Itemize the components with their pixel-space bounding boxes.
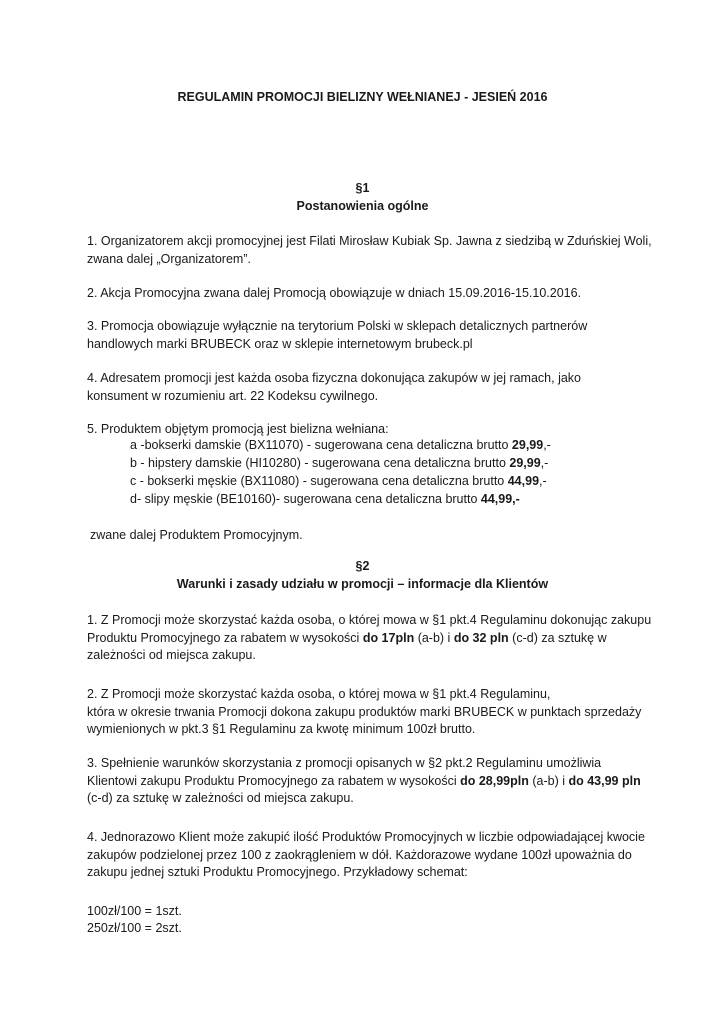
- product-item-b: b - hipstery damskie (HI10280) - sugerowana cena detaliczna brutto 29,99,-: [130, 456, 549, 470]
- section1-number: §1: [355, 181, 370, 195]
- section2-paragraph-4: [87, 829, 657, 882]
- text-line: 3. Promocja obowiązuje wyłącznie na terytorium Polski w sklepach detalicznych partnerów: [87, 319, 588, 333]
- section1-paragraph-4: [87, 370, 657, 405]
- text-line: 1. Organizatorem akcji promocyjnej jest Filati Mirosław Kubiak Sp. Jawna z siedzibą w Zduńskiej Woli,: [87, 234, 652, 248]
- text-line: 4. Adresatem promocji jest każda osoba fizyczna dokonująca zakupów w jej ramach, jako: [87, 371, 582, 385]
- text-line: Klientowi zakupu Produktu Promocyjnego za rabatem w wysokości do 28,99pln (a-b) i do 43,99 pln: [87, 773, 641, 788]
- section2-number: §2: [355, 559, 370, 573]
- text-line: (c-d) za sztukę w zależności od miejsca zakupu.: [87, 791, 354, 805]
- section2-example-1: 100zł/100 = 1szt.: [87, 904, 182, 918]
- text-line: 1. Z Promocji może skorzystać każda osoba, o której mowa w §1 pkt.4 Regulaminu dokonując zakupu: [87, 613, 652, 627]
- text-line: 2. Z Promocji może skorzystać każda osoba, o której mowa w §1 pkt.4 Regulaminu,: [87, 687, 551, 701]
- section1-paragraph-3: [87, 318, 657, 353]
- section1-closing: zwane dalej Produktem Promocyjnym.: [90, 528, 303, 542]
- section2-paragraph-3: [87, 755, 657, 808]
- text-line: która w okresie trwania Promocji dokona zakupu produktów marki BRUBECK w punktach sprzedaży: [87, 704, 642, 719]
- section1-heading: Postanowienia ogólne: [296, 199, 429, 213]
- section1-paragraph-5: 5. Produktem objętym promocją jest bielizna wełniana:: [87, 422, 389, 436]
- product-item-c: c - bokserki męskie (BX11080) - sugerowana cena detaliczna brutto 44,99,-: [130, 474, 547, 488]
- text-line: zakupów podzielonej przez 100 z zaokrągleniem w dół. Każdorazowe wydane 100zł upoważnia do: [87, 847, 632, 862]
- section2-paragraph-1: [87, 612, 657, 665]
- section2-paragraph-2: [87, 686, 657, 739]
- text-line: 4. Jednorazowo Klient może zakupić ilość Produktów Promocyjnych w liczbie odpowiadającej kwocie: [87, 830, 645, 844]
- text-line: zwana dalej „Organizatorem”.: [87, 251, 251, 266]
- text-line: Produktu Promocyjnego za rabatem w wysokości do 17pln (a-b) i do 32 pln (c-d) za sztukę w: [87, 630, 607, 645]
- product-item-a: a -bokserki damskie (BX11070) - sugerowana cena detaliczna brutto 29,99,-: [130, 438, 551, 452]
- text-line: konsument w rozumieniu art. 22 Kodeksu cywilnego.: [87, 388, 379, 403]
- text-line: handlowych marki BRUBECK oraz w sklepie internetowym brubeck.pl: [87, 336, 473, 351]
- document-title: REGULAMIN PROMOCJI BIELIZNY WEŁNIANEJ - JESIEŃ 2016: [177, 90, 548, 104]
- text-line: wymienionych w pkt.3 §1 Regulaminu za kwotę minimum 100zł brutto.: [87, 722, 476, 736]
- section2-heading: Warunki i zasady udziału w promocji – informacje dla Klientów: [176, 577, 549, 591]
- product-item-d: d- slipy męskie (BE10160)- sugerowana cena detaliczna brutto 44,99,-: [130, 492, 520, 506]
- section1-paragraph-1: [87, 233, 657, 268]
- text-line: 3. Spełnienie warunków skorzystania z promocji opisanych w §2 pkt.2 Regulaminu umożliwia: [87, 756, 602, 770]
- section1-paragraph-2: 2. Akcja Promocyjna zwana dalej Promocją obowiązuje w dniach 15.09.2016-15.10.2016.: [87, 286, 582, 300]
- text-line: zależności od miejsca zakupu.: [87, 648, 256, 662]
- section2-example-2: 250zł/100 = 2szt.: [87, 921, 182, 935]
- text-line: zakupu jednej sztuki Produktu Promocyjnego. Przykładowy schemat:: [87, 865, 468, 879]
